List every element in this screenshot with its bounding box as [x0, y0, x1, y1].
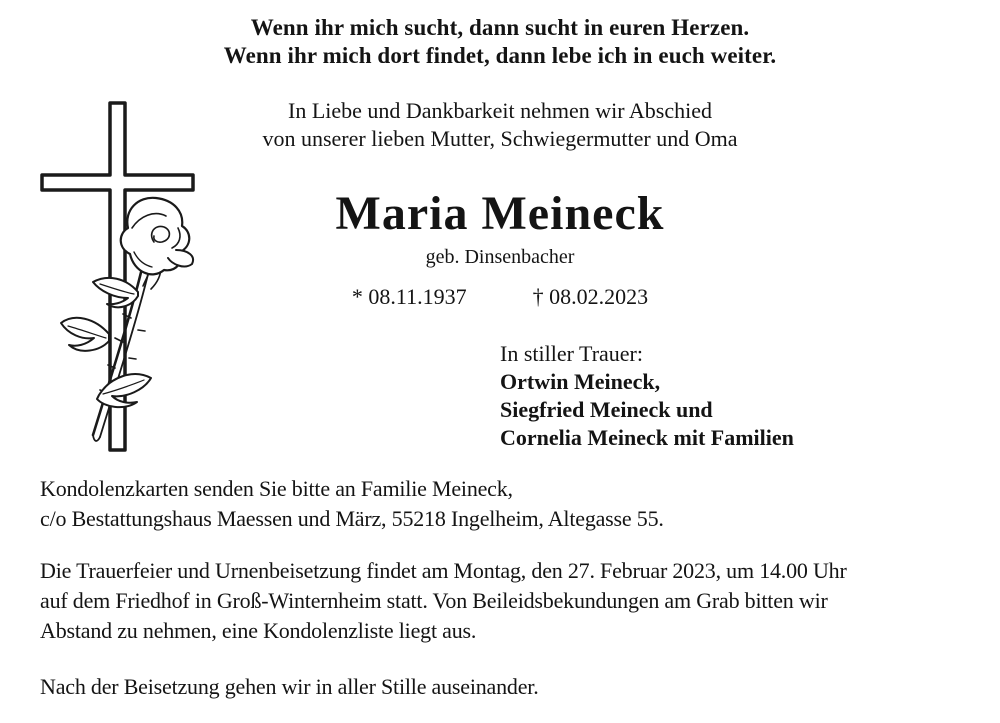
intro-line-1: In Liebe und Dankbarkeit nehmen wir Abschied — [288, 98, 712, 123]
condolence-paragraph — [40, 474, 664, 534]
condolence-line: c/o Bestattungshaus Maessen und März, 55218 Ingelheim, Altegasse 55. — [40, 506, 664, 531]
mourners-block — [500, 340, 794, 452]
birth-date: * 08.11.1937 — [351, 284, 467, 309]
intro-line-2: von unserer lieben Mutter, Schwiegermutter und Oma — [262, 126, 738, 151]
maiden-name: geb. Dinsenbacher — [425, 246, 575, 268]
opening-verse — [0, 14, 1000, 70]
funeral-line: auf dem Friedhof in Groß-Winternheim statt. Von Beileidsbekundungen am Grab bitten wir — [40, 588, 828, 613]
funeral-line: Die Trauerfeier und Urnenbeisetzung findet am Montag, den 27. Februar 2023, um 14.00 Uhr — [40, 558, 847, 583]
death-date: † 08.02.2023 — [532, 284, 649, 309]
life-dates — [0, 284, 1000, 310]
mourners-heading: In stiller Trauer: — [500, 341, 643, 366]
verse-line-2: Wenn ihr mich dort findet, dann lebe ich in euch weiter. — [223, 43, 777, 68]
condolence-line: Kondolenzkarten senden Sie bitte an Familie Meineck, — [40, 476, 513, 501]
mourner-name: Siegfried Meineck und — [500, 397, 713, 422]
mourner-name: Cornelia Meineck mit Familien — [500, 425, 794, 450]
deceased-name: Maria Meineck — [335, 187, 665, 240]
introduction — [0, 97, 1000, 153]
funeral-paragraph — [40, 556, 847, 646]
funeral-line: Abstand zu nehmen, eine Kondolenzliste liegt aus. — [40, 618, 477, 643]
verse-line-1: Wenn ihr mich sucht, dann sucht in euren Herzen. — [250, 15, 750, 40]
mourner-name: Ortwin Meineck, — [500, 369, 661, 394]
closing-line: Nach der Beisetzung gehen wir in aller Stille auseinander. — [40, 674, 539, 699]
